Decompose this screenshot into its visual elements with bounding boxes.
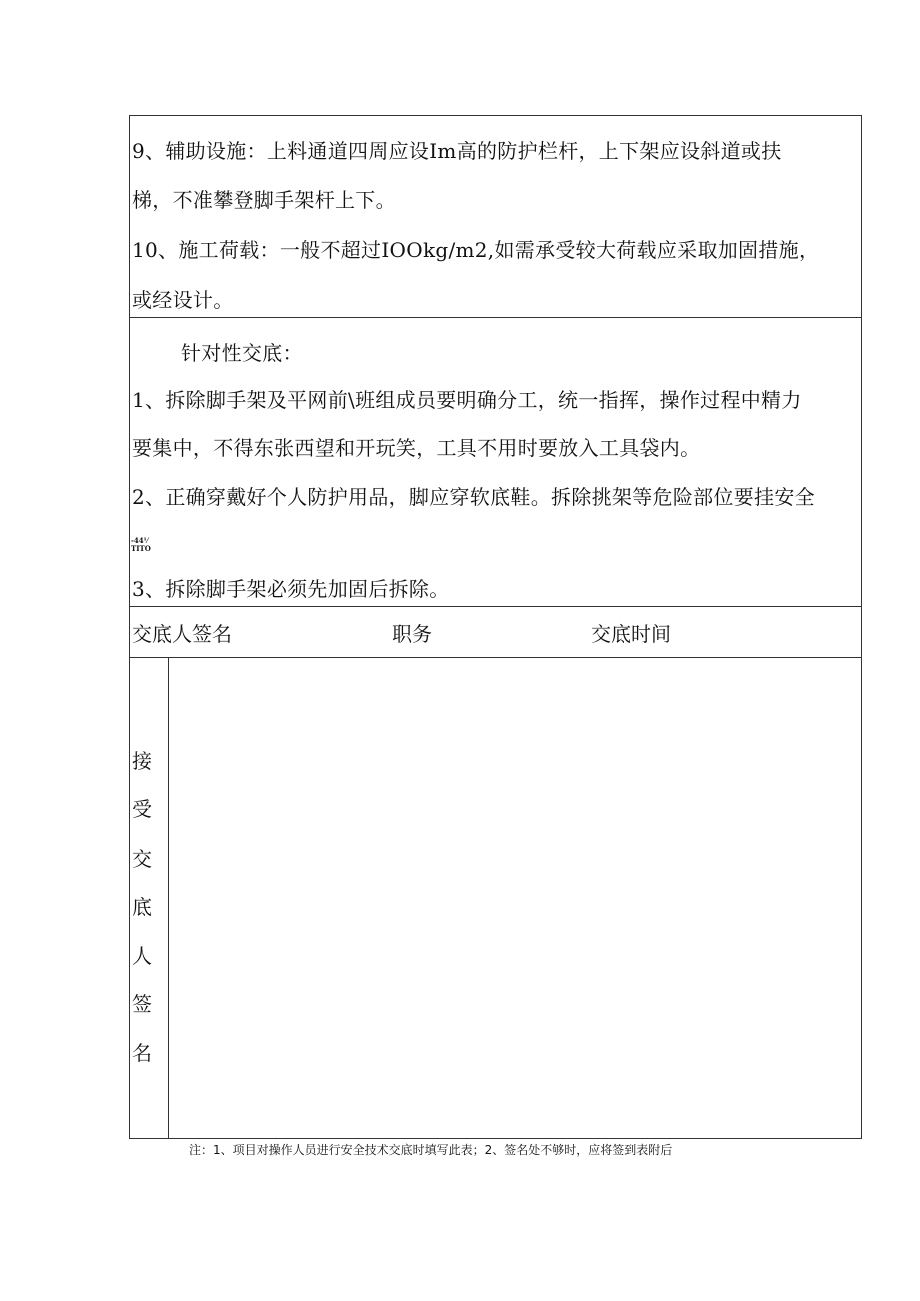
item-10-line-1: 10、施工荷载：一般不超过IOOkg/m2,如需承受较大荷载应采取加固措施， — [132, 238, 820, 262]
targeted-disclosure-heading: 针对性交底： — [181, 341, 303, 365]
receiver-label-char: 名 — [132, 1041, 152, 1065]
item-3-line: 3、拆除脚手架必须先加固后拆除。 — [132, 577, 450, 601]
disclosure-table — [129, 115, 862, 1139]
item-1-line-2: 要集中，不得东张西望和开玩笑，工具不用时要放入工具袋内。 — [132, 436, 701, 460]
position-label: 职务 — [392, 622, 432, 646]
item-2-line-1: 2、正确穿戴好个人防护用品，脚应穿软底鞋。拆除挑架等危险部位要挂安全 — [132, 485, 815, 509]
receiver-label-char: 交 — [132, 847, 152, 871]
receiver-signature-area[interactable] — [170, 658, 861, 1138]
garbled-text-bottom: TITO — [131, 544, 151, 553]
item-10-line-2: 或经设计。 — [132, 288, 234, 312]
receiver-label-char: 底 — [132, 895, 152, 919]
row-divider — [130, 317, 861, 318]
item-9-line-2: 梯，不准攀登脚手架杆上下。 — [132, 188, 396, 212]
receiver-label-char: 受 — [132, 797, 152, 821]
column-divider — [168, 657, 169, 1138]
row-divider — [130, 606, 861, 607]
receiver-label-char: 签 — [132, 992, 152, 1016]
footnote: 注：1、项目对操作人员进行安全技术交底时填写此表；2、签名处不够时，应将签到表附后 — [189, 1143, 673, 1157]
disclosure-time-label: 交底时间 — [591, 622, 671, 646]
garbled-text-top: -44⅟ — [131, 536, 148, 545]
receiver-label-char: 接 — [132, 749, 152, 773]
receiver-label-char: 人 — [132, 944, 152, 968]
item-1-line-1: 1、拆除脚手架及平网前\班组成员要明确分工，统一指挥，操作过程中精力 — [132, 388, 802, 412]
item-9-line-1: 9、辅助设施：上料通道四周应设Im高的防护栏杆，上下架应设斜道或扶 — [132, 139, 782, 163]
discloser-signature-label: 交底人签名 — [132, 622, 232, 646]
